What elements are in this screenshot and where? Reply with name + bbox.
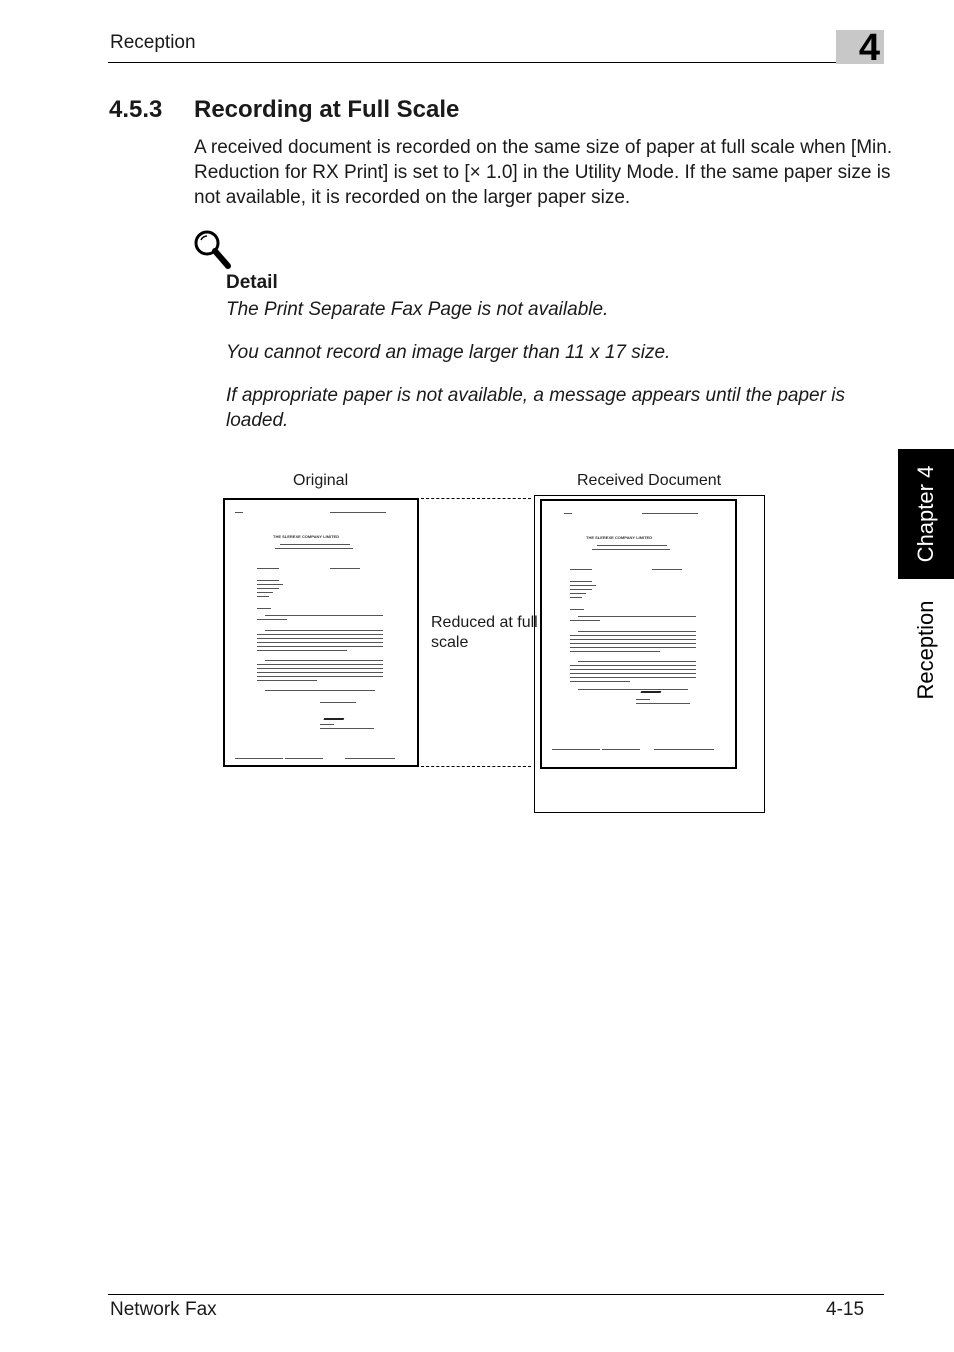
side-tab-section [898, 585, 954, 715]
detail-note: You cannot record an image larger than 11 x 17 size. [226, 342, 671, 363]
side-tab-chapter-label: Chapter 4 [913, 465, 938, 563]
footer-manual-title: Network Fax [110, 1299, 217, 1320]
scale-guide-top [421, 498, 531, 499]
detail-note: The Print Separate Fax Page is not available. [226, 299, 609, 320]
letterhead-text: THE SLEREXE COMPANY LIMITED [273, 534, 340, 539]
chapter-number-badge [836, 27, 884, 69]
figure-label-original: Original [293, 472, 349, 489]
footer-divider [108, 1294, 884, 1295]
section-title: Recording at Full Scale [194, 96, 460, 123]
side-tab-chapter [898, 449, 954, 579]
running-header: Reception [110, 32, 196, 53]
figure-label-received: Received Document [577, 472, 722, 489]
detail-note: If appropriate paper is not available, a message appears until the paper is loaded. [226, 385, 845, 431]
letter-thumbnail [552, 513, 725, 757]
figure-label-reduced: Reduced at full scale [431, 614, 538, 651]
detail-label: Detail [226, 272, 278, 293]
header-divider [108, 62, 884, 63]
section-number: 4.5.3 [109, 96, 163, 123]
magnifier-icon [192, 228, 232, 270]
letter-thumbnail [235, 512, 407, 755]
original-document [223, 498, 419, 767]
body-paragraph: A received document is recorded on the same size of paper at full scale when [Min. Reduction for RX Print] is set to [× 1.0] in the Utility Mode. If the same paper size is not available, it is recorded on the larger paper size. [194, 137, 893, 208]
letterhead-text: THE SLEREXE COMPANY LIMITED [586, 535, 653, 540]
scale-guide-bottom [421, 766, 531, 767]
side-tab-section-label: Reception [913, 600, 938, 700]
chapter-number: 4 [858, 27, 880, 69]
received-document [540, 499, 737, 769]
page-number: 4-15 [826, 1299, 865, 1320]
